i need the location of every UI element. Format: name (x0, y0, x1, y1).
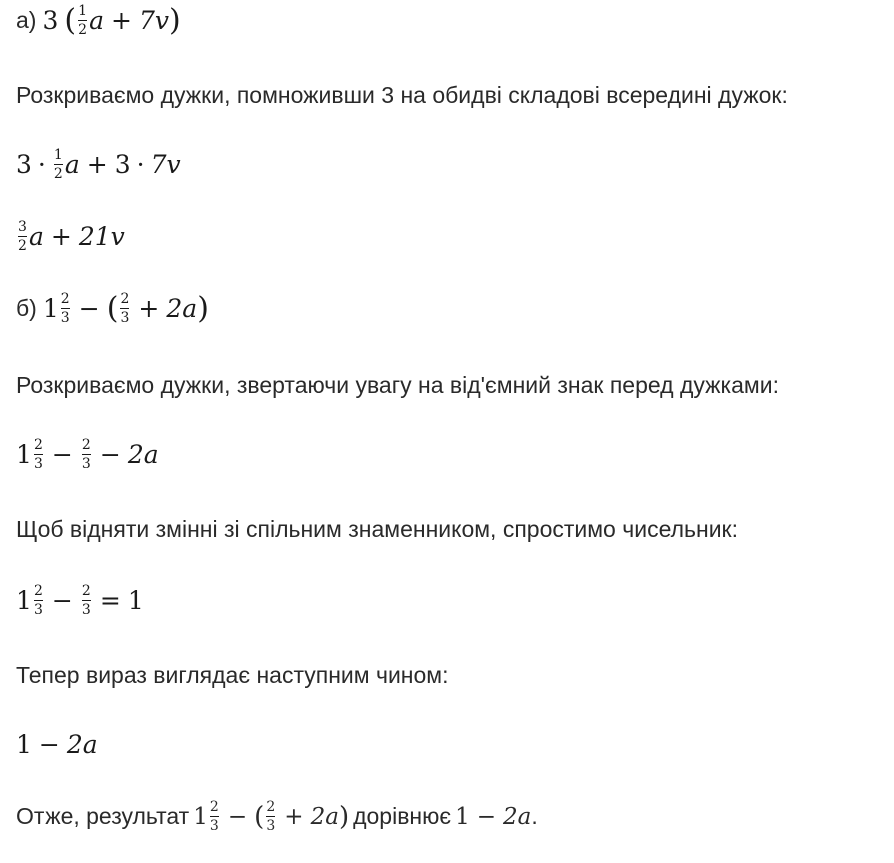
minus-sign: − (38, 730, 60, 759)
minus-sign: − (78, 294, 100, 323)
fraction-numerator: 2 (209, 799, 219, 815)
fraction (120, 292, 129, 325)
number: 3 (16, 150, 32, 179)
conclusion-answer (455, 804, 531, 830)
number: 1 (16, 730, 32, 759)
part-a-left-paren: ( (64, 2, 77, 38)
fraction (266, 800, 275, 833)
fraction-numerator: 2 (33, 437, 43, 453)
conclusion-prefix: Отже, результат (16, 803, 190, 829)
step-b4-expression (16, 584, 144, 617)
fraction-numerator: 3 (18, 219, 27, 235)
minus-sign: − (51, 586, 73, 615)
fraction-numerator: 2 (266, 799, 276, 815)
minus-sign: − (51, 440, 73, 469)
fraction-bar (82, 600, 91, 601)
part-a-expression (16, 4, 181, 37)
fraction-bar (54, 164, 63, 165)
plus-sign: + (110, 6, 132, 35)
term-2a: 2a (66, 730, 98, 759)
part-a-label: а) (16, 7, 37, 33)
fraction-bar (61, 308, 70, 309)
fraction-bar (266, 816, 275, 817)
fraction-denominator: 3 (81, 456, 91, 472)
variable-a: a (89, 6, 104, 35)
fraction-denominator: 2 (18, 238, 27, 254)
part-b-expression (16, 292, 209, 325)
conclusion-middle: дорівнює (353, 803, 452, 829)
term-7v: 7v (138, 6, 169, 35)
plus-sign: + (138, 294, 160, 323)
plus-sign: + (284, 803, 304, 830)
term-2a: 2a (166, 294, 198, 323)
fraction-denominator: 3 (60, 310, 70, 326)
step-a3-expression (16, 220, 125, 253)
fraction (54, 148, 63, 181)
fraction (210, 800, 219, 833)
part-a-coefficient: 3 (42, 6, 59, 35)
mixed-whole: 1 (16, 440, 32, 469)
fraction-bar (78, 20, 87, 21)
fraction-numerator: 2 (60, 291, 70, 307)
step-b1-text: Розкриваємо дужки, звертаючи увагу на від'ємний знак перед дужками: (16, 372, 779, 398)
fraction (82, 584, 91, 617)
fraction-denominator: 3 (209, 818, 219, 834)
fraction-bar (34, 600, 43, 601)
fraction-bar (18, 236, 27, 237)
fraction-denominator: 3 (33, 456, 43, 472)
term-2a: 2a (127, 440, 159, 469)
part-a-fraction (78, 4, 87, 37)
dot-operator: · (37, 150, 46, 179)
mixed-whole: 1 (16, 586, 32, 615)
term-7v: 7v (150, 150, 181, 179)
left-paren: ( (254, 801, 265, 832)
fraction (18, 220, 27, 253)
fraction-numerator: 2 (81, 437, 91, 453)
result: 1 (127, 586, 144, 615)
right-paren: ) (338, 801, 350, 832)
minus-sign: − (476, 803, 497, 830)
fraction (61, 292, 70, 325)
fraction-numerator: 1 (53, 147, 63, 163)
minus-sign: − (99, 440, 121, 469)
conclusion-expression (193, 800, 349, 833)
step-a1-text: Розкриваємо дужки, помноживши 3 на обидві складові всередині дужок: (16, 82, 788, 108)
left-paren: ( (106, 290, 119, 326)
fraction (34, 438, 43, 471)
fraction-numerator: 1 (78, 3, 88, 19)
fraction-numerator: 2 (81, 583, 91, 599)
fraction-numerator: 2 (120, 291, 130, 307)
part-b-label: б) (16, 295, 37, 321)
term-2a: 2a (310, 803, 339, 830)
dot-operator: · (136, 150, 145, 179)
plus-sign: + (50, 222, 72, 251)
variable-a: a (29, 222, 44, 251)
minus-sign: − (227, 803, 248, 830)
fraction-denominator: 2 (78, 22, 88, 38)
term-21v: 21v (78, 222, 125, 251)
fraction-bar (210, 816, 219, 817)
step-b2-expression (16, 438, 159, 471)
fraction-bar (82, 454, 91, 455)
fraction-denominator: 2 (53, 166, 63, 182)
fraction-denominator: 3 (120, 310, 130, 326)
equals-sign: = (99, 586, 121, 615)
mixed-whole: 1 (42, 294, 59, 323)
fraction-denominator: 3 (266, 818, 276, 834)
fraction (34, 584, 43, 617)
number: 1 (455, 803, 470, 830)
part-a-right-paren: ) (168, 2, 181, 38)
plus-sign: + (86, 150, 108, 179)
number: 3 (114, 150, 131, 179)
conclusion-period: . (531, 803, 538, 829)
variable-a: a (64, 150, 80, 179)
step-b3-text: Щоб відняти змінні зі спільним знаменником, спростимо чисельник: (16, 516, 739, 542)
step-a2-expression (16, 148, 181, 181)
term-2a: 2a (503, 803, 532, 830)
right-paren: ) (197, 290, 209, 326)
conclusion-line (16, 800, 538, 833)
mixed-whole: 1 (193, 803, 208, 830)
step-b5-text: Тепер вираз виглядає наступним чином: (16, 662, 449, 688)
fraction-denominator: 3 (33, 602, 43, 618)
step-b6-expression (16, 730, 98, 759)
fraction-bar (120, 308, 129, 309)
fraction-bar (34, 454, 43, 455)
fraction-denominator: 3 (81, 602, 91, 618)
fraction-numerator: 2 (33, 583, 43, 599)
fraction (82, 438, 91, 471)
